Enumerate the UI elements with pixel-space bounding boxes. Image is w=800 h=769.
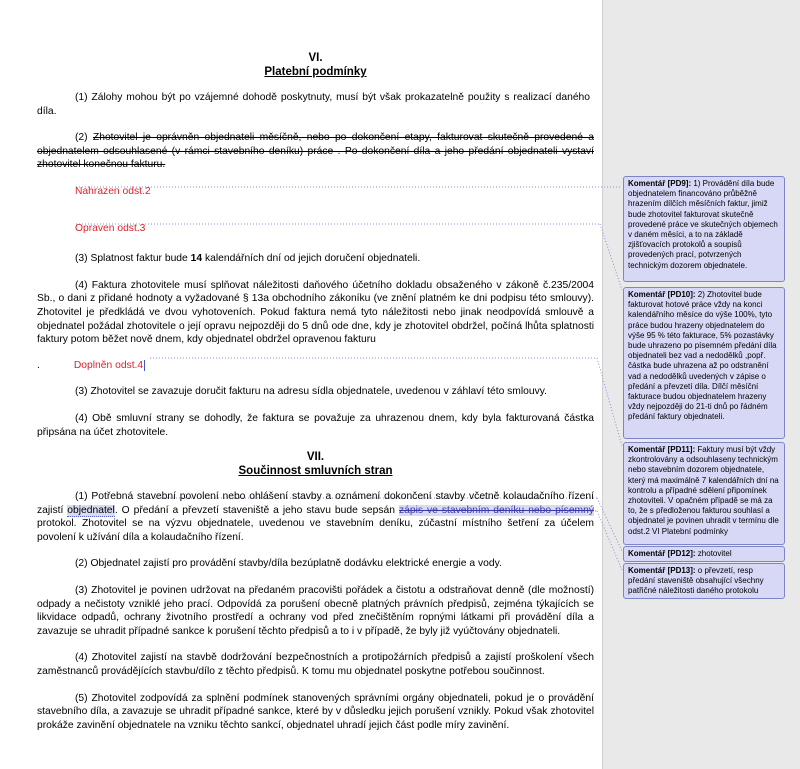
comment-pd9-label: Komentář [PD9]:: [628, 179, 692, 188]
comment-pd12-label: Komentář [PD12]:: [628, 549, 696, 558]
comment-pd12-text: zhotovitel: [695, 549, 732, 558]
s6-paragraph-1: (1) Zálohy mohou být po vzájemné dohodě poskytnuty, musí být však prokazatelně použity s realizací daného díla.: [37, 92, 590, 117]
revision-note-corrected: Opraven odst.3: [75, 222, 146, 234]
revision-note-added: Doplněn odst.4: [73, 359, 144, 371]
s7-paragraph-1: [37, 490, 594, 544]
s6-paragraph-3: [37, 252, 594, 266]
s6-p4-dot: .: [37, 359, 40, 371]
s7-p1-text-a: (1) Potřebná stavební povolení nebo ohlášení stavby a oznámení dokončení stavby včetně kolaudačního řízení zajistí: [37, 491, 594, 516]
s7-paragraph-2: (2) Objednatel zajistí pro provádění stavby/díla bezúplatně dodávku elektrické energie a vody.: [75, 558, 502, 570]
section-6-title: Platební podmínky: [264, 66, 367, 78]
comment-pd10[interactable]: [623, 287, 785, 439]
s7-paragraph-5: (5) Zhotovitel zodpovídá za splnění podmínek stanovených správními orgány objednateli, pokud je o provádění stavebního díla, a zavazuje se uhradit případné sankce, které by v důsledku jejich porušení vznikly. Pokud však zhotovitel prokáže zavinění objednatele na vzniku těchto sankcí, objednatel uhradí jejich část podle míry zavinění.: [37, 692, 594, 731]
comment-pd9[interactable]: [623, 176, 785, 282]
comment-pd13[interactable]: [623, 563, 785, 599]
s6-paragraph-4: (4) Faktura zhotovitele musí splňovat náležitosti daňového účetního dokladu obsaženého v zákoně č.235/2004 Sb., o dani z přidané hodnoty a vyžadované § 13a obchodního zákoníku (ve znění platném ke dni podpisu této smlouvy). Zhotovitel je předkládá ve dvou vyhotoveních. Pokud faktura nemá tyto náležitosti nebo jinak neodpovídá smlouvě a objednatel požádal zhotovitele o její opravu nejpozději do 5 dnů ode dne, kdy je zhotovitel obdržel, počíná lhůta splatnosti faktury potom běžet nově dnem, kdy objednatel obdržel opravenou fakturu: [37, 279, 594, 346]
revision-note-replaced: Nahrazen odst.2: [75, 185, 151, 197]
comment-pd10-label: Komentář [PD10]:: [628, 290, 696, 299]
text-cursor: [144, 360, 145, 371]
section-7-number: VII.: [306, 451, 325, 464]
comment-anchor-pd13[interactable]: zápis ve stavebním deníku nebo: [398, 504, 556, 516]
s6-p3-text-b: kalendářních dní od jejich doručení objednateli.: [202, 253, 421, 265]
comment-pd13-text: o převzetí, resp předání staveniště obsahující všechny patřičné náležitosti daného protokolu: [628, 566, 764, 596]
s6-paragraph-2: [37, 131, 594, 172]
comment-anchor-pd12[interactable]: objednatel: [67, 504, 115, 516]
section-7-title: Součinnost smluvních stran: [238, 465, 393, 478]
comment-pd11[interactable]: [623, 442, 785, 545]
comment-pd9-text: 1) Provádění díla bude objednatelem financováno průběžně hrazením dílčích měsíčních faktur, jimiž bude zhotovitel fakturovat skutečně provedené práce ve skutečných objemech v daném měsíci, a to na základě zjišťovacích protokolů a soupisů provedených prací, potvrzených technickým dozorem objednatele.: [628, 179, 778, 270]
comment-pd11-label: Komentář [PD11]:: [628, 445, 696, 454]
s7-paragraph-3: (3) Zhotovitel je povinen udržovat na předaném pracovišti pořádek a čistotu a odstraňovat denně (dle možností) odpady a nečistoty vzniklé jeho prací. Odpovídá za porušení obecně platných právních předpisů, zejména týkajících se likvidace odpadů, ochrany životního prostředí a ochrany vod před znečištěním ropnými látkami při provádění díla a zavazuje se uhradit případné sankce k porušení těchto předpisů a to i v případě, že byly již vyúčtovány objednateli.: [37, 585, 594, 637]
s7-p1-text-b: . O předání a převzetí staveniště a jeho stavu bude sepsán: [114, 504, 399, 516]
s6-paragraph-6: (4) Obě smluvní strany se dohodly, že faktura se považuje za uhrazenou dnem, kdy byla fakturovaná částka připsána na účet zhotovitele.: [37, 412, 594, 438]
document-body: [37, 52, 594, 732]
revision-note-added-line: [37, 359, 594, 373]
s6-p3-text-a: (3) Splatnost faktur bude: [75, 253, 191, 265]
s6-p2-number: (2): [75, 132, 88, 144]
section-6-number: VI.: [308, 52, 323, 64]
s7-p1-text-c: protokol. Zhotovitel se na výzvu objednatele, uvedenou ve stavebním deníku, zúčastní místního šetření za účelem povolení k užívání díla a kolaudačního řízení.: [37, 518, 594, 543]
s7-paragraph-4: (4) Zhotovitel zajistí na stavbě dodržování bezpečnostních a protipožárních předpisů a zajistí proškolení všech zaměstnanců provádějících stavbu/dílo z těchto předpisů. K tomu mu objednatel poskytne potřebou součinnost.: [37, 652, 594, 678]
comment-pd13-label: Komentář [PD13]:: [628, 566, 696, 575]
comment-pd11-text: Faktury musí být vždy zkontrolovány a odsouhlaseny technickým nebo stavebním dozorem objednatele, který má maximálně 7 kalendářních dní na kontrolu a případné sdělení připomínek zhotoviteli. V opačném případě se má za to, že s předloženou fakturou souhlasí a objednatel je povinen uhradit v termínu dle odst.2 VI Platební podmínky: [628, 445, 779, 536]
s6-p2-deleted-text: Zhotovitel je oprávněn objednateli měsíčně, nebo po dokončení etapy, fakturovat skutečně provedené a objednatelem odsouhlasené (v rámci stavebního deníku) práce . Po dokončení díla a jeho předání objednateli vystaví zhotovitel konečnou fakturu.: [37, 132, 594, 171]
comment-pd12[interactable]: [623, 546, 785, 562]
comment-pd10-text: 2) Zhotovitel bude fakturovat hotové práce vždy na konci kalendářního měsíce do výše 100%, tyto práce budou hrazeny objednatelem do výše 95 % této fakturace, 5% pozastávky bude uhrazeno po písemném předání díla objednateli bez vad a nedodělků ,popř. částka bude uhrazena až po odstranění vad a nedodělků uvedených v zápise o předání a převzetí díla. Dílčí měsíční fakturace budou objednatelem hrazeny vždy nejpozději do 21-ti dnů po řádném předání faktury objednateli.: [628, 290, 777, 422]
s6-p3-days: 14: [190, 253, 203, 265]
s6-paragraph-5: (3) Zhotovitel se zavazuje doručit fakturu na adresu sídla objednatele, uvedenou v záhlaví této smlouvy.: [75, 386, 548, 398]
comment-anchor-pd13-cont[interactable]: písemný: [555, 504, 594, 516]
